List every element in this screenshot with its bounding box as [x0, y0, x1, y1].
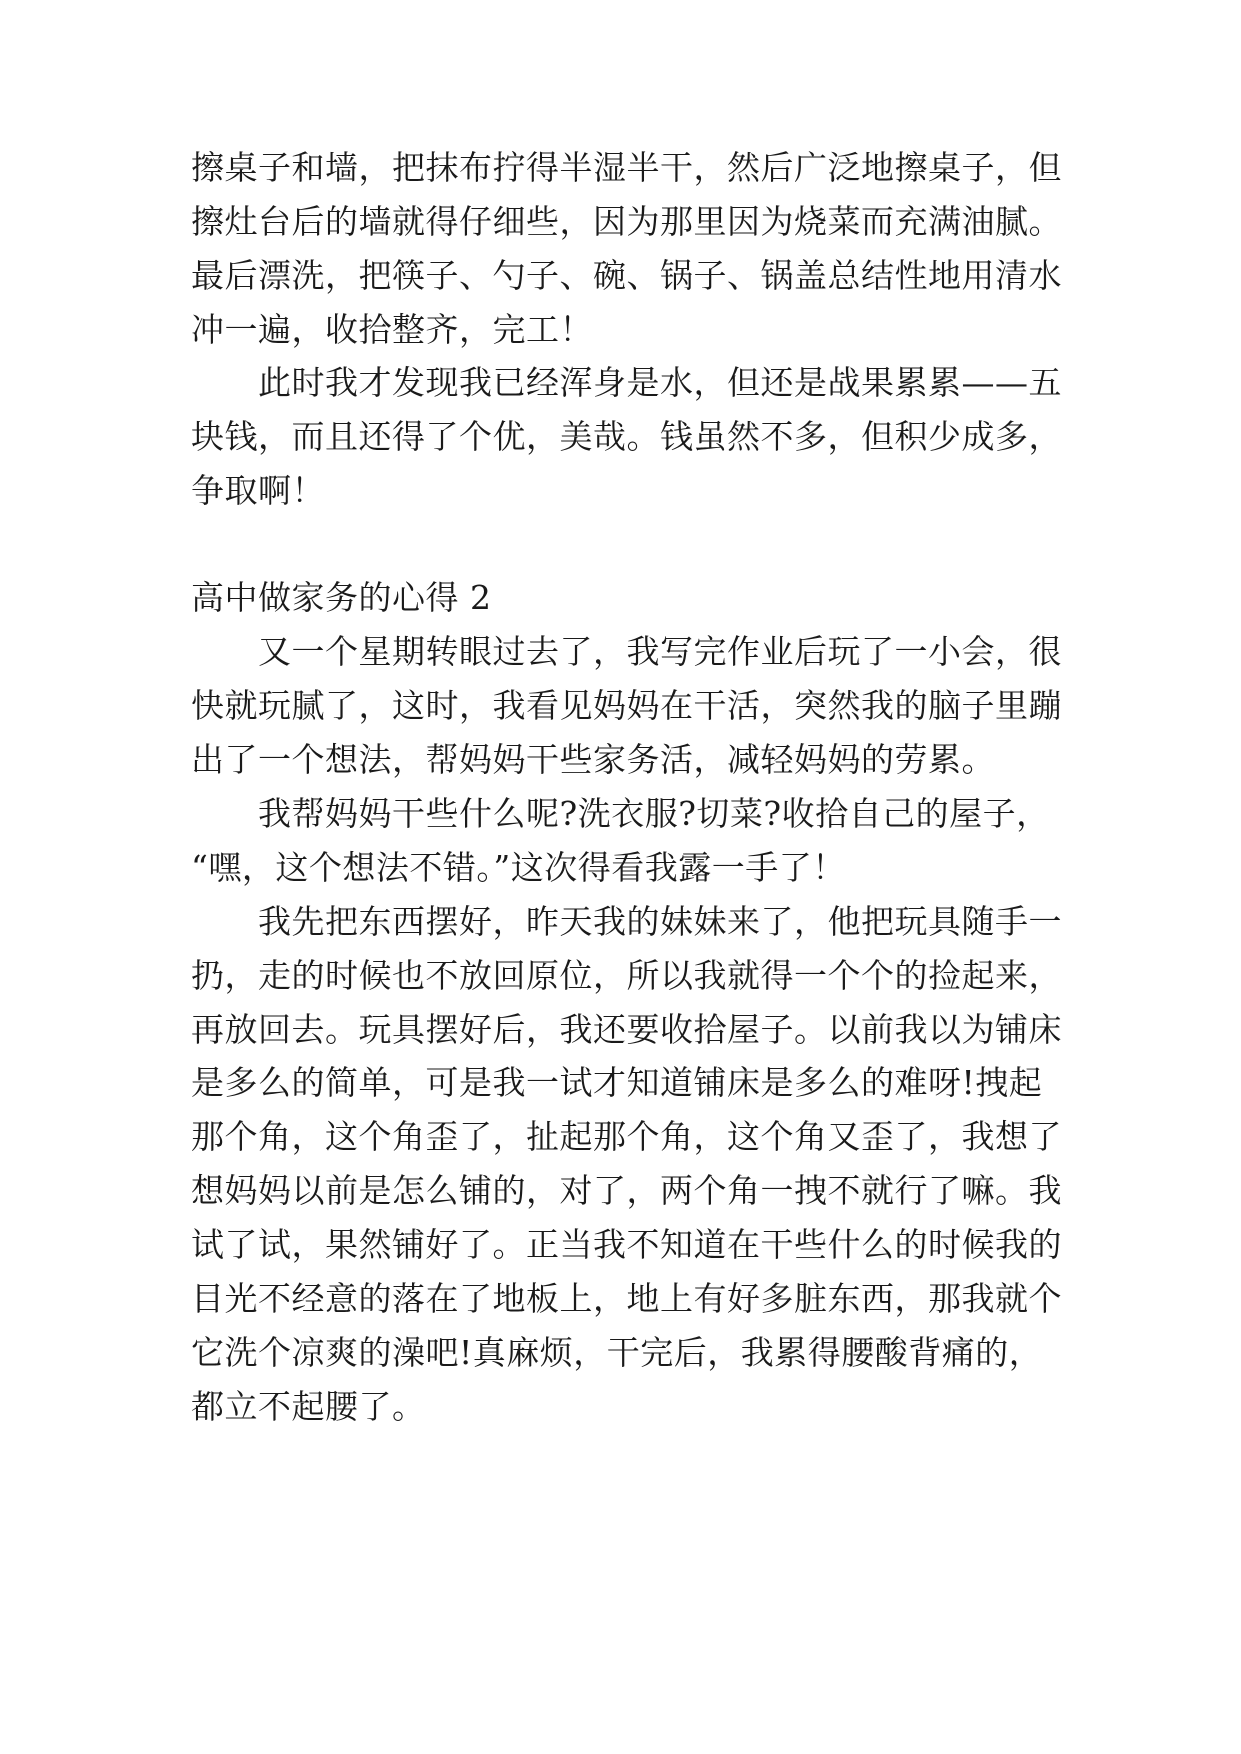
text-line: 是多么的简单，可是我一试才知道铺床是多么的难呀!拽起 [191, 1063, 1043, 1102]
section-heading: 高中做家务的心得 2 [191, 578, 492, 617]
text-line: 擦桌子和墙，把抹布拧得半湿半干，然后广泛地擦桌子，但 [191, 148, 1062, 187]
text-line: 试了试，果然铺好了。正当我不知道在干些什么的时候我的 [191, 1225, 1062, 1264]
text-line: 它洗个凉爽的澡吧!真麻烦，干完后，我累得腰酸背痛的， [191, 1333, 1043, 1372]
text-line: 冲一遍，收拾整齐，完工！ [191, 310, 593, 349]
text-line: 我帮妈妈干些什么呢?洗衣服?切菜?收拾自己的屋子， [258, 794, 1050, 833]
text-line: 想妈妈以前是怎么铺的，对了，两个角一拽不就行了嘛。我 [191, 1171, 1062, 1210]
text-line: 那个角，这个角歪了，扯起那个角，这个角又歪了，我想了 [191, 1117, 1062, 1156]
text-line: 再放回去。玩具摆好后，我还要收拾屋子。以前我以为铺床 [191, 1010, 1062, 1049]
text-line: 又一个星期转眼过去了，我写完作业后玩了一小会，很 [258, 632, 1062, 671]
text-line: 快就玩腻了，这时，我看见妈妈在干活，突然我的脑子里蹦 [191, 686, 1062, 725]
text-line: 此时我才发现我已经浑身是水，但还是战果累累——五 [258, 363, 1062, 402]
text-line: “嘿，这个想法不错。”这次得看我露一手了！ [191, 848, 846, 887]
text-line: 我先把东西摆好，昨天我的妹妹来了，他把玩具随手一 [258, 902, 1062, 941]
text-line: 最后漂洗，把筷子、勺子、碗、锅子、锅盖总结性地用清水 [191, 256, 1062, 295]
text-line: 都立不起腰了。 [191, 1387, 426, 1426]
text-line: 出了一个想法，帮妈妈干些家务活，减轻妈妈的劳累。 [191, 740, 995, 779]
text-line: 扔，走的时候也不放回原位，所以我就得一个个的捡起来， [191, 956, 1062, 995]
text-line: 争取啊！ [191, 471, 325, 510]
text-line: 擦灶台后的墙就得仔细些，因为那里因为烧菜而充满油腻。 [191, 202, 1062, 241]
text-line: 目光不经意的落在了地板上，地上有好多脏东西，那我就个 [191, 1279, 1062, 1318]
text-line: 块钱，而且还得了个优，美哉。钱虽然不多，但积少成多， [191, 417, 1062, 456]
